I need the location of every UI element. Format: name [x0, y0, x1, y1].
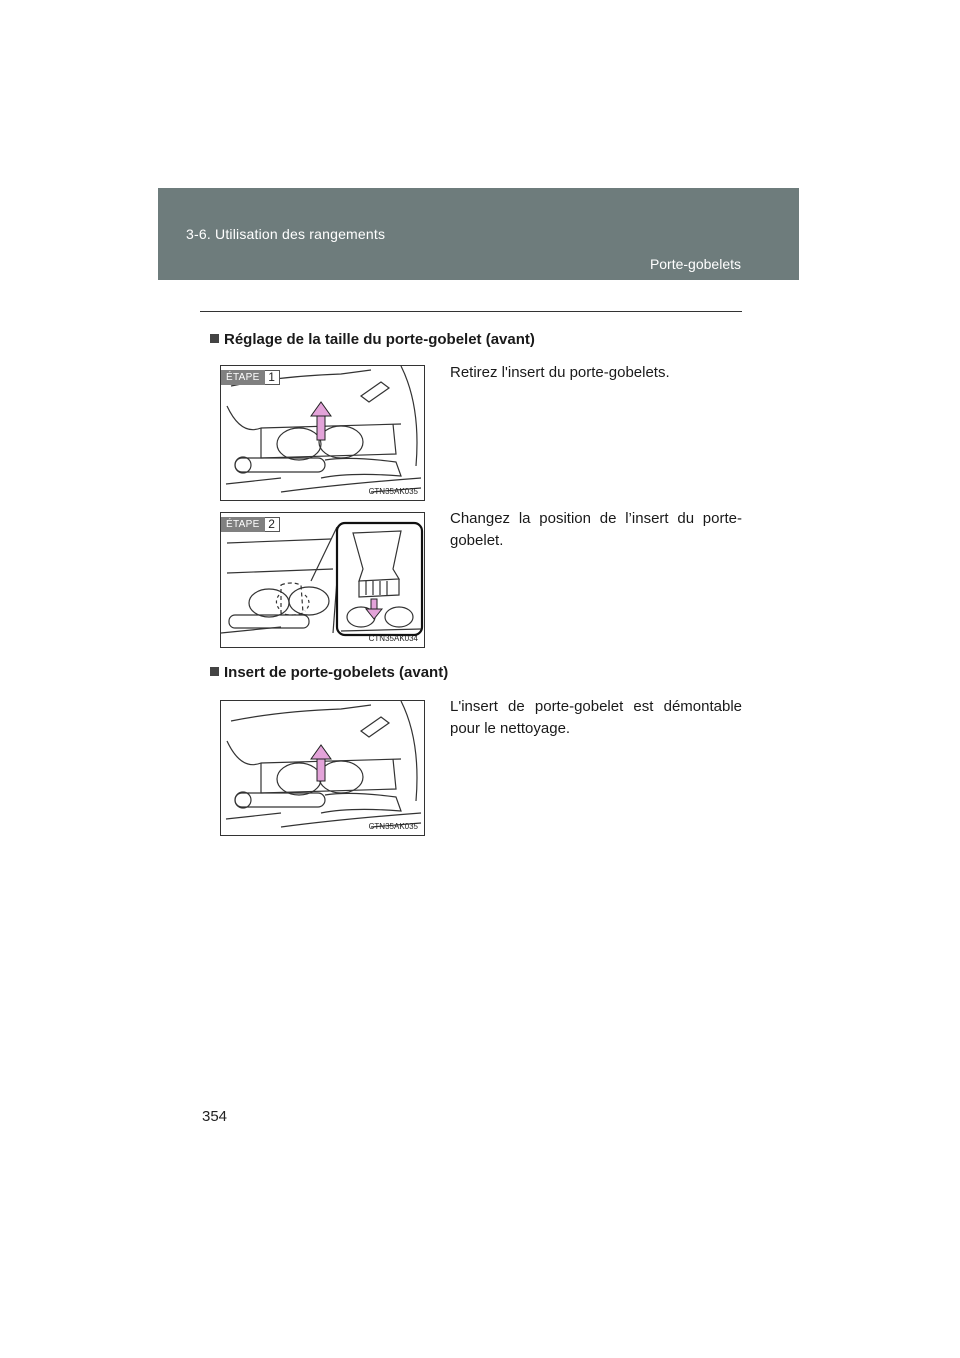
page-header [158, 188, 799, 280]
figure-code: CTN35AK035 [368, 487, 418, 496]
section-title: Porte-gobelets [649, 256, 741, 272]
figure-code: CTN35AK034 [368, 634, 418, 643]
figure-insert [220, 700, 425, 836]
up-arrow-icon [311, 402, 331, 440]
step-1-text: Retirez l'insert du porte-gobelets. [450, 364, 670, 381]
cupholder-illustration [221, 701, 425, 836]
figure-code: CTN35AK035 [368, 822, 418, 831]
up-arrow-icon [311, 745, 331, 781]
page-number: 354 [202, 1108, 228, 1125]
cupholder-illustration [221, 366, 425, 501]
square-bullet-icon [210, 667, 219, 676]
subheading-insert: Insert de porte-gobelets (avant) [210, 664, 448, 681]
chapter-title: 3-6. Utilisation des rangements [186, 226, 386, 242]
figure-step-1 [220, 365, 425, 501]
cupholder-insert-illustration [221, 513, 425, 648]
step-badge: ÉTAPE 2 [221, 517, 280, 532]
insert-text: L'insert de porte-gobelet est démontable pour le nettoyage. [450, 698, 742, 737]
square-bullet-icon [210, 334, 219, 343]
step-badge: ÉTAPE 1 [221, 370, 280, 385]
header-divider [200, 311, 742, 312]
step-2-text: Changez la position de l’insert du porte-gobelet. [450, 510, 742, 549]
figure-step-2 [220, 512, 425, 648]
subheading-size-adjust: Réglage de la taille du porte-gobelet (avant) [210, 331, 535, 348]
